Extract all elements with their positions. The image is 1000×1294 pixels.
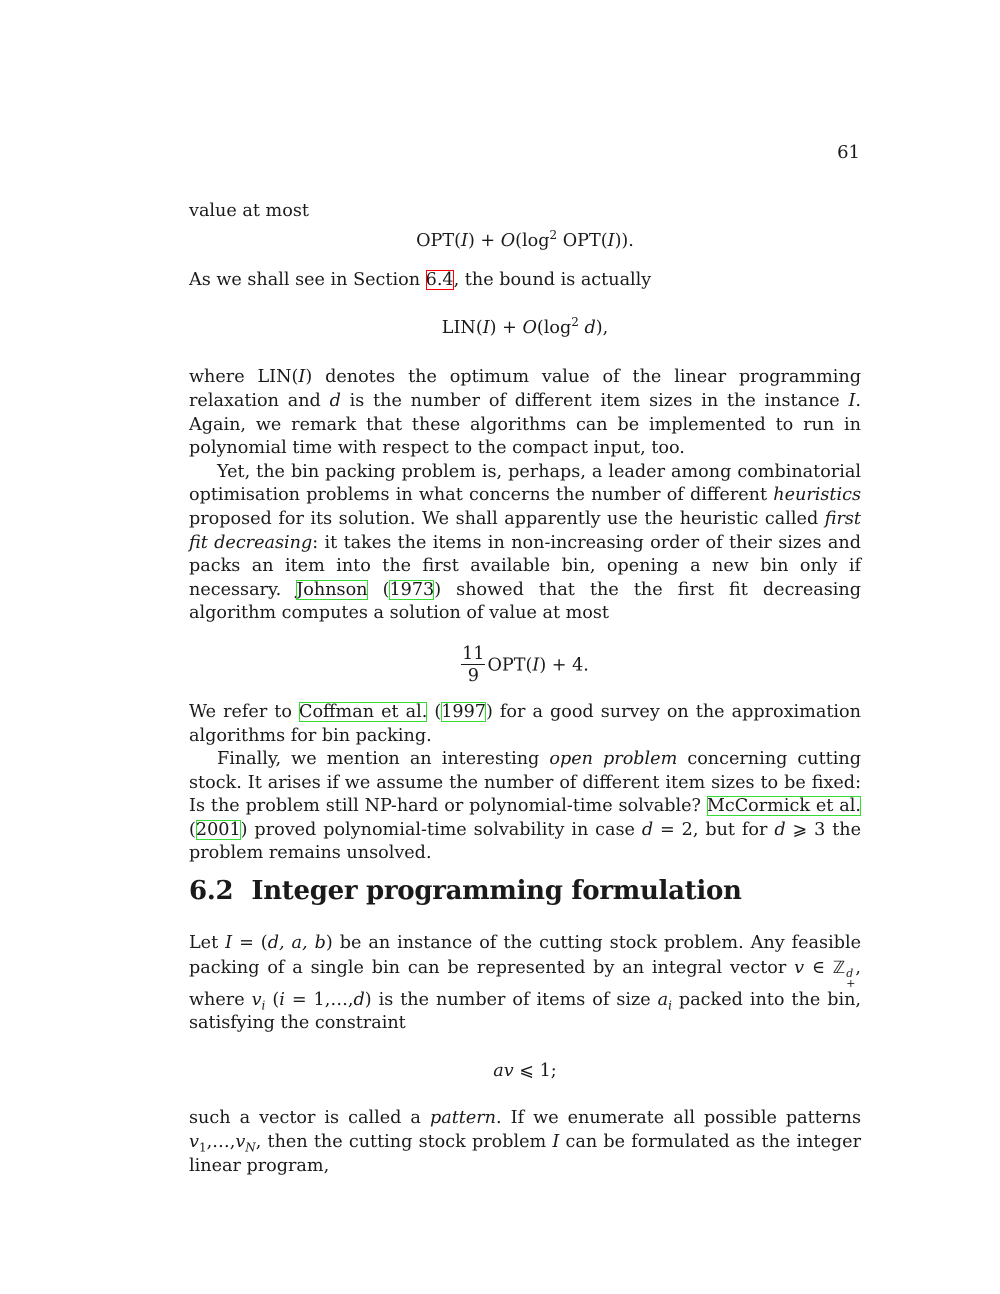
fraction-11-9: $\frac{11}{9}$ — [462, 643, 485, 686]
section-heading: 6.2 Integer programming formulation — [189, 876, 742, 906]
equation-opt-bound: $OPT(I) + O(\log^2$ OPT(I)). — [416, 227, 634, 251]
page-number: 61 — [837, 142, 860, 163]
paragraph-survey-ref: We refer to Coffman et al. (1997) for a good survey on the approximation algorithms for bin packing. — [189, 701, 861, 746]
citation-johnson-year[interactable]: 1973 — [389, 579, 435, 600]
main-text-top — [189, 200, 861, 866]
equation-lin-bound: $LIN(I) + O(\log^2$ d), — [441, 314, 609, 338]
paragraph-section-ref: As we shall see in Section 6.4, the bound is actually — [189, 270, 652, 291]
section-link-6-4[interactable]: 6.4 — [425, 270, 454, 291]
citation-mccormick-year[interactable]: 2001 — [195, 819, 241, 840]
citation-coffman-year[interactable]: 1997 — [441, 701, 486, 722]
citation-johnson[interactable]: Johnson — [296, 579, 368, 600]
equation-ffd-bound: $\frac{11}{9}$ OPT(I) + 4. — [462, 643, 589, 686]
equation-constraint: av ⩽ 1; — [493, 1060, 557, 1081]
citation-coffman[interactable]: Coffman et al. — [298, 701, 428, 722]
paragraph-value-at-most: value at most — [189, 201, 309, 221]
paragraph-pattern-definition: Let I = (d, a, b) be an instance of the cutting stock problem. Any feasible packing of a single bin can be represented by an integral vector v ∈ ℤ d + , where $v_i$ (i = 1,…,d) is the number of items of size $a_i$ packed into the bin, satisfying the constraint — [189, 933, 862, 1034]
paragraph-open-problem: Finally, we mention an interesting open problem concerning cutting stock. It arises if we assume the number of different item sizes to be fixed: Is the problem still NP-hard or polynomial-time solvable? McCormick et al. (2001) proved polynomial-time solvability in case d = 2, but for d ⩾ 3 the problem remains unsolved. — [189, 749, 862, 864]
paragraph-heuristics: Yet, the bin packing problem is, perhaps, a leader among combinatorial optimisation problems in what concerns the number of different heuristics proposed for its solution. We shall apparently use the heuristic called first fit decreasing: it takes the items in non-increasing order of their sizes and packs an item into the first available bin, opening a new bin only if necessary. Johnson (1973) showed that the the first fit decreasing algorithm computes a solution of value at most — [189, 461, 861, 624]
paragraph-lin-definition: where LIN(I) denotes the optimum value of the linear programming relaxation and d is the number of different item sizes in the instance I. Again, we remark that these algorithms can be implemented to run in polynomial time with respect to the compact input, too. — [189, 367, 861, 459]
paragraph-pattern-enumeration: such a vector is called a pattern. If we enumerate all possible patterns $v_1,\dots,v_N$, then the cutting stock problem I can be formulated as the integer linear program, — [189, 1108, 862, 1176]
main-text-section — [189, 932, 861, 1178]
citation-mccormick[interactable]: McCormick et al. — [706, 796, 861, 817]
